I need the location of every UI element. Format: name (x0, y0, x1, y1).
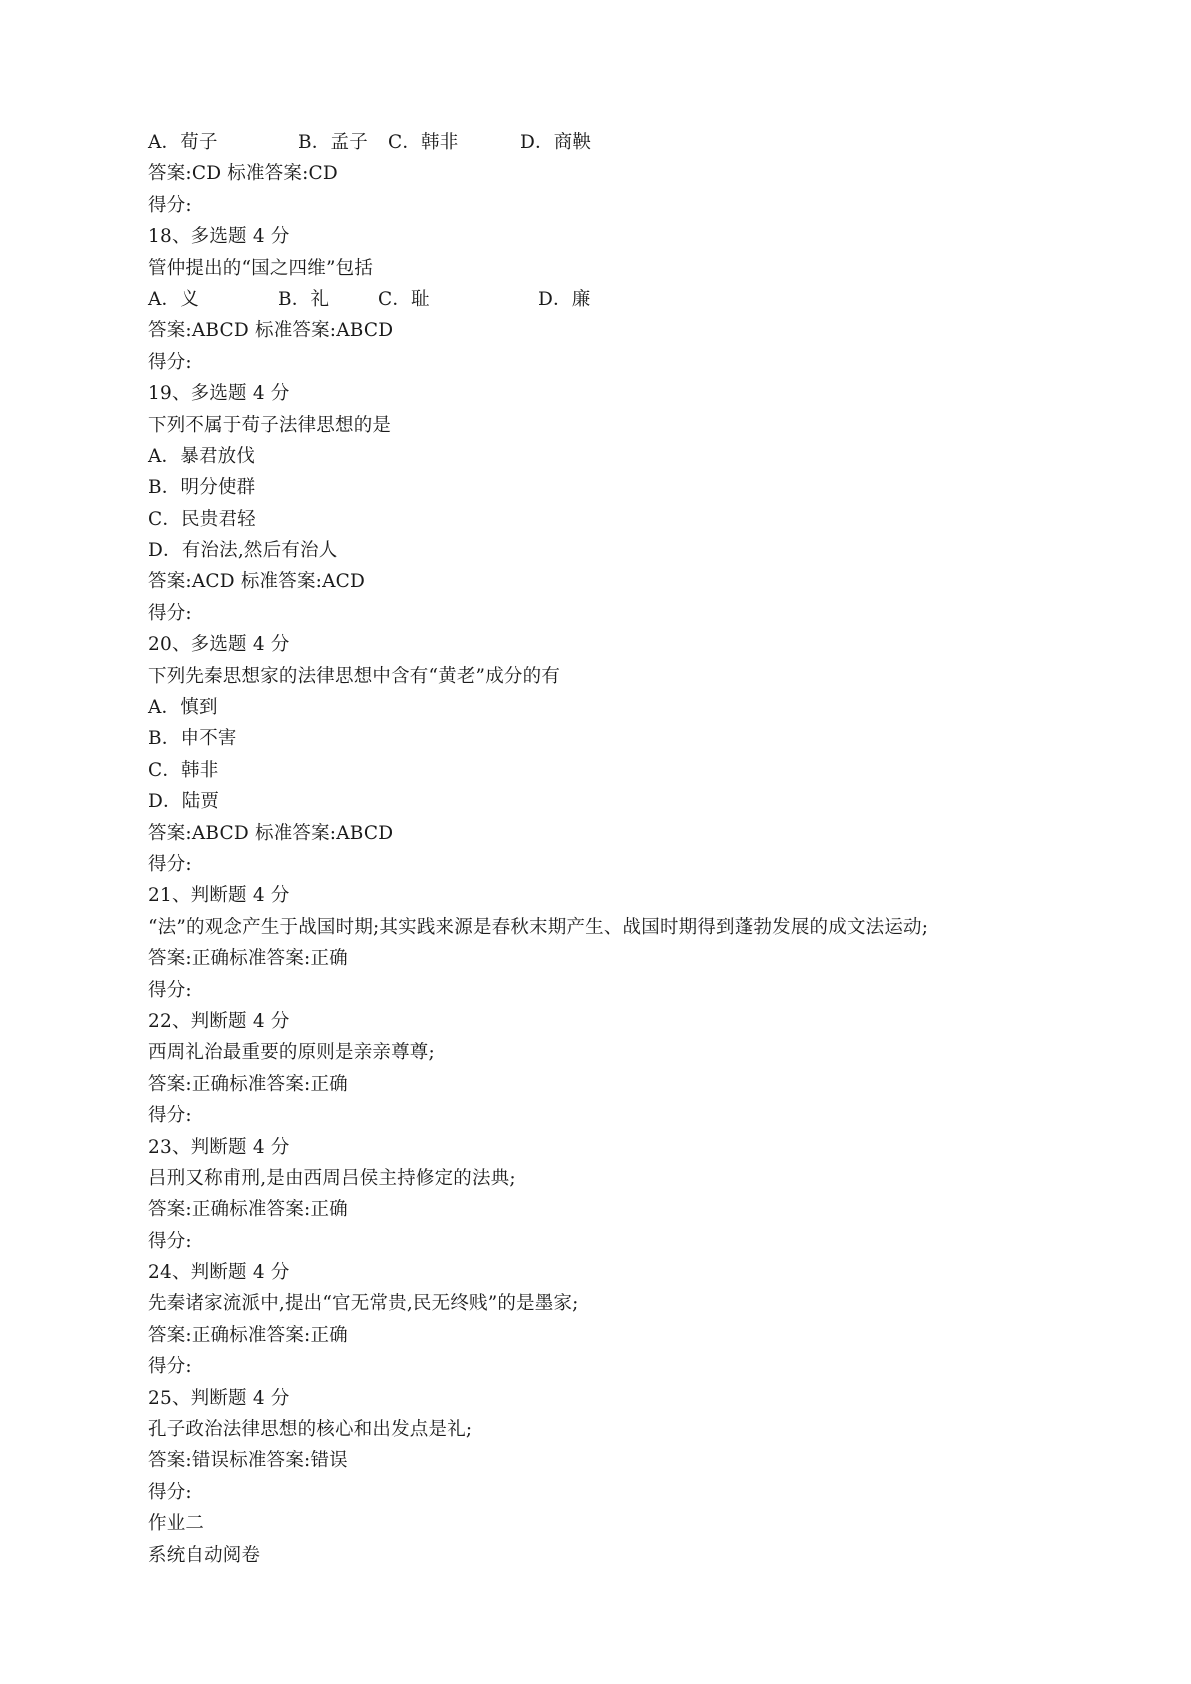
q24-answer: 答案:正确标准答案:正确 (148, 1324, 348, 1346)
q17-score: 得分: (148, 194, 192, 216)
q23-score: 得分: (148, 1230, 192, 1252)
q17-option-d: D．商鞅 (520, 132, 592, 153)
q19-option-d: D．有治法,然后有治人 (148, 540, 338, 562)
q19-question: 下列不属于荀子法律思想的是 (148, 414, 392, 436)
q19-header: 19、多选题 4 分 (148, 383, 290, 405)
q23-question: 吕刑又称甫刑,是由西周吕侯主持修定的法典; (148, 1167, 516, 1189)
q17-option-a: A．荀子 (148, 132, 218, 153)
q22-question: 西周礼治最重要的原则是亲亲尊尊; (148, 1042, 435, 1064)
q20-option-b: B．申不害 (148, 728, 237, 750)
q18-options (148, 284, 1148, 315)
q18-score: 得分: (148, 351, 192, 373)
q19-score: 得分: (148, 602, 192, 624)
q18-answer: 答案:ABCD 标准答案:ABCD (148, 320, 394, 342)
q18-option-d: D．廉 (538, 288, 591, 310)
q21-score: 得分: (148, 979, 192, 1001)
q17-options (148, 127, 1148, 158)
q24-score: 得分: (148, 1356, 192, 1378)
q25-header: 25、判断题 4 分 (148, 1387, 290, 1409)
document-page (148, 127, 1148, 1571)
q18-option-b: B．礼 (278, 288, 330, 310)
q25-answer: 答案:错误标准答案:错误 (148, 1450, 348, 1472)
q18-option-c: C．耻 (378, 288, 430, 310)
q19-option-b: B．明分使群 (148, 477, 256, 499)
q22-answer: 答案:正确标准答案:正确 (148, 1073, 348, 1095)
q17-answer: 答案:CD 标准答案:CD (148, 163, 338, 185)
assignment-title: 作业二 (148, 1513, 205, 1535)
q25-question: 孔子政治法律思想的核心和出发点是礼; (148, 1419, 473, 1441)
q20-option-d: D．陆贾 (148, 791, 220, 813)
q20-question: 下列先秦思想家的法律思想中含有“黄老”成分的有 (148, 665, 561, 687)
q20-option-a: A．慎到 (148, 697, 218, 719)
grading-note: 系统自动阅卷 (148, 1544, 261, 1566)
q18-question: 管仲提出的“国之四维”包括 (148, 257, 374, 279)
q20-answer: 答案:ABCD 标准答案:ABCD (148, 822, 394, 844)
q21-header: 21、判断题 4 分 (148, 885, 290, 907)
q20-score: 得分: (148, 853, 192, 875)
q22-score: 得分: (148, 1105, 192, 1127)
q23-header: 23、判断题 4 分 (148, 1136, 290, 1158)
q18-option-a: A．义 (148, 288, 199, 310)
q25-score: 得分: (148, 1481, 192, 1503)
q19-option-a: A．暴君放伐 (148, 445, 256, 467)
q20-header: 20、多选题 4 分 (148, 634, 290, 656)
q22-header: 22、判断题 4 分 (148, 1010, 290, 1032)
q21-answer: 答案:正确标准答案:正确 (148, 948, 348, 970)
q20-option-c: C．韩非 (148, 759, 219, 781)
q17-option-c: C．韩非 (388, 132, 459, 153)
q17-option-b: B．孟子 (298, 132, 368, 153)
q19-option-c: C．民贵君轻 (148, 508, 256, 530)
q21-question: “法”的观念产生于战国时期;其实践来源是春秋末期产生、战国时期得到蓬勃发展的成文法运动; (148, 916, 929, 938)
q18-header: 18、多选题 4 分 (148, 226, 290, 248)
q19-answer: 答案:ACD 标准答案:ACD (148, 571, 366, 593)
q23-answer: 答案:正确标准答案:正确 (148, 1199, 348, 1221)
q24-question: 先秦诸家流派中,提出“官无常贵,民无终贱”的是墨家; (148, 1293, 579, 1315)
q24-header: 24、判断题 4 分 (148, 1262, 290, 1284)
